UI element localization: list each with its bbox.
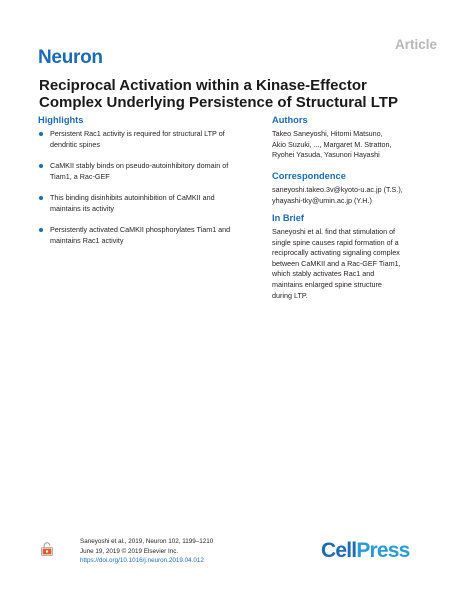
bullet-dot-icon: [39, 228, 43, 232]
in-brief-heading: In Brief: [272, 213, 305, 223]
publication-date: June 19, 2019 © 2019 Elsevier Inc.: [80, 547, 179, 555]
title-line: Complex Underlying Persistence of Structural LTP: [39, 94, 398, 111]
journal-name: Neuron: [38, 47, 103, 68]
authors-list: Takeo Saneyoshi, Hitomi Matsuno, Akio Suzuki, ..., Margaret M. Stratton, Ryohei Yasuda, Yasunori Hayashi: [272, 129, 392, 160]
citation-block: [80, 537, 213, 566]
article-type-label: Article: [394, 37, 437, 52]
highlight-item: Persistent Rac1 activity is required for structural LTP of dendritic spines: [38, 129, 260, 150]
highlight-item: This binding disinhibits autoinhibition of CaMKII and maintains its activity: [38, 193, 260, 214]
open-access-icon: [40, 542, 54, 556]
title-line: Reciprocal Activation within a Kinase-Effector: [39, 77, 367, 94]
doi-link[interactable]: https://doi.org/10.1016/j.neuron.2019.04.012: [80, 557, 204, 565]
cellpress-logo: CellPress: [321, 539, 410, 562]
email-link[interactable]: yhayashi-tky@umin.ac.jp (Y.H.): [272, 195, 372, 205]
highlight-item: CaMKII stably binds on pseudo-autoinhibitory domain of Tiam1, a Rac-GEF: [38, 161, 260, 182]
bullet-dot-icon: [39, 196, 43, 200]
email-link[interactable]: saneyoshi.takeo.3v@kyoto-u.ac.jp (T.S.),: [272, 185, 403, 194]
in-brief-text: Saneyoshi et al. find that stimulation of single spine causes rapid formation of a reciprocally activating signaling complex between CaMKII and a Rac-GEF Tiam1, which stably activates Rac1 and maintains enlarged spine structure during LTP.: [272, 227, 401, 300]
highlights-heading: Highlights: [38, 115, 84, 125]
correspondence-emails: [272, 185, 457, 206]
citation: Saneyoshi et al., 2019, Neuron 102, 1199–1210: [80, 538, 214, 545]
bullet-dot-icon: [39, 132, 43, 136]
article-title: [39, 77, 439, 111]
bullet-dot-icon: [39, 164, 43, 168]
authors-heading: Authors: [272, 115, 308, 125]
correspondence-heading: Correspondence: [272, 171, 346, 181]
highlights-list: [38, 129, 260, 257]
highlight-item: Persistently activated CaMKII phosphorylates Tiam1 and maintains Rac1 activity: [38, 225, 260, 246]
